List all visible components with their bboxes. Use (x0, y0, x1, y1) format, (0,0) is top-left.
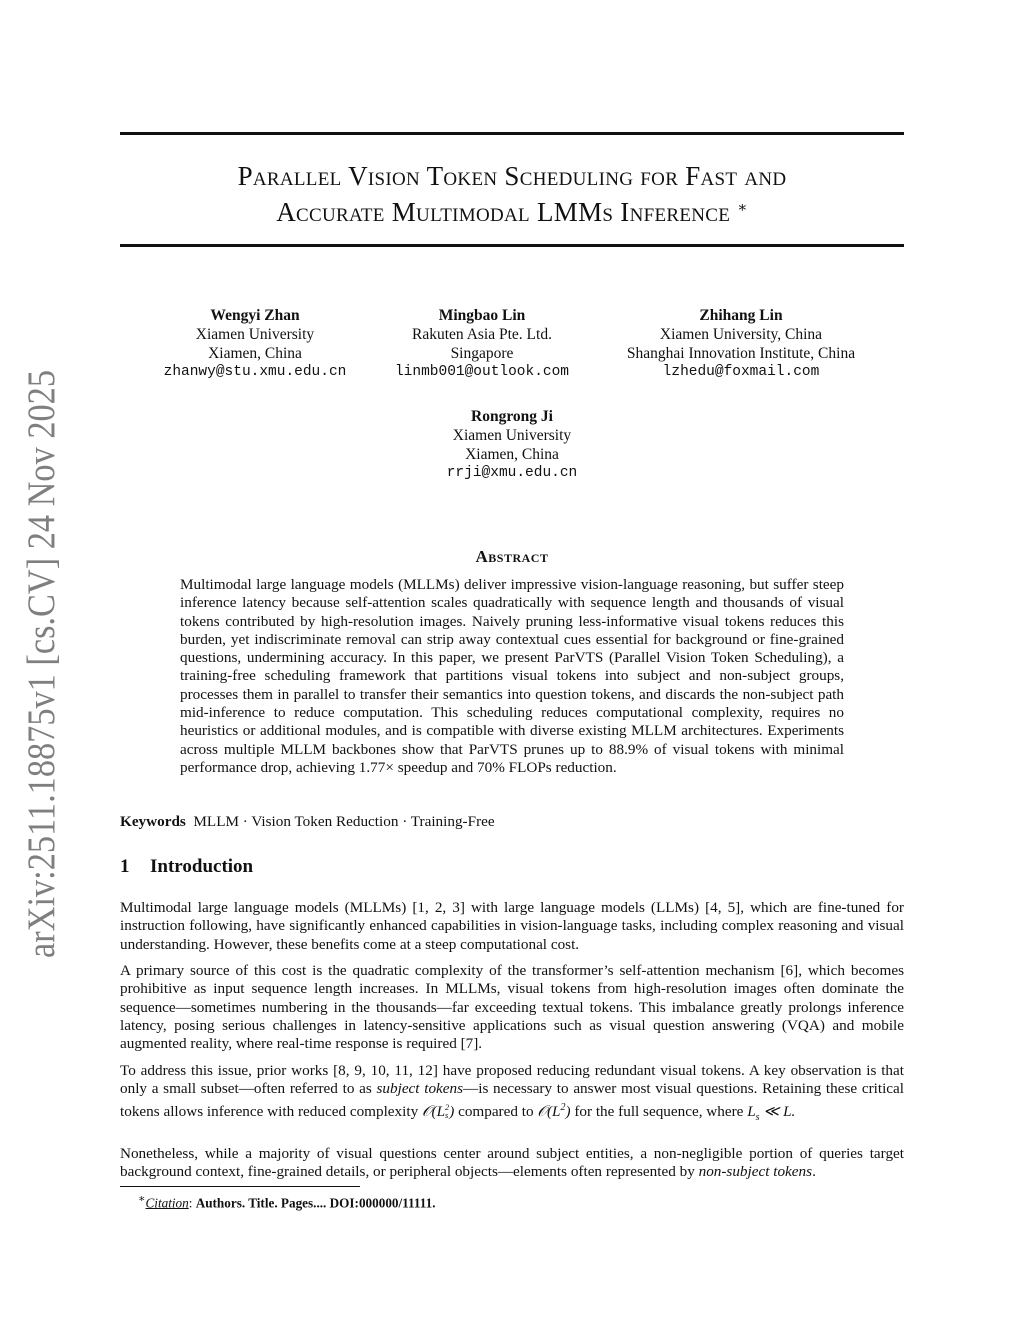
p4-text-end: . (812, 1163, 816, 1181)
author-location: Shanghai Innovation Institute, China (626, 345, 856, 362)
title-line-2-wrap (120, 194, 904, 230)
p3-text-d: for the full sequence, where (570, 1102, 748, 1120)
author-location: Singapore (450, 345, 514, 362)
author-email[interactable]: lzhedu@foxmail.com (662, 364, 820, 380)
author-email[interactable]: linmb001@outlook.com (394, 364, 570, 380)
footnote-text: Authors. Title. Pages.... DOI:000000/11111. (195, 1195, 436, 1211)
author-affiliation: Xiamen University (195, 326, 315, 343)
section-number: 1 (120, 856, 130, 877)
paragraph-4 (120, 1145, 904, 1182)
title-line-1: Parallel Vision Token Scheduling for Fast and (237, 161, 787, 191)
author-block-3 (611, 306, 871, 382)
footnote-sep: : (188, 1195, 196, 1211)
author-affiliation: Rakuten Asia Pte. Ltd. (412, 326, 552, 343)
author-name: Zhihang Lin (699, 307, 783, 324)
footnote-label[interactable]: Citation (145, 1195, 189, 1211)
p4-emphasis: non-subject tokens (698, 1163, 813, 1181)
keywords-label: Keywords (120, 813, 186, 830)
paragraph-1: Multimodal large language models (MLLMs) [1, 2, 3] with large language models (LLMs) [4, 5], which are fine-tuned for instruction following, have significantly enhanced capabilities in vision-language tasks, including complex reasoning and visual understanding. However, these benefits come at a steep computational cost. (120, 899, 904, 953)
arxiv-stamp-text: arXiv:2511.18875v1 [cs.CV] 24 Nov 2025 (20, 290, 63, 958)
author-affiliation: Xiamen University (452, 427, 572, 444)
footnote (138, 1192, 436, 1211)
author-name: Wengyi Zhan (210, 307, 300, 324)
author-block-1 (150, 306, 360, 382)
title-bottom-rule (120, 244, 904, 247)
p3-math-2: $𝒪(L^2)$ (537, 1101, 571, 1120)
p3-text-b: —is necessary to answer most visual questions. Retaining these critical tokens allows inference with reduced complexity (120, 1080, 904, 1120)
author-location: Xiamen, China (208, 345, 302, 362)
author-location: Xiamen, China (465, 446, 559, 463)
p3-emphasis: subject tokens (376, 1080, 464, 1098)
p3-math-1: 𝒪(L 2 s ) (421, 1102, 455, 1121)
paragraph-3 (120, 1062, 904, 1127)
section-heading (120, 856, 253, 878)
keywords-line (120, 813, 495, 831)
p3-math-3: $L_s$ ≪ L. (747, 1102, 796, 1123)
title-top-rule (120, 132, 904, 135)
paper-title (120, 158, 904, 230)
footnote-rule (120, 1186, 360, 1187)
author-block-4 (407, 407, 617, 483)
abstract-heading: Abstract (475, 547, 549, 566)
author-email[interactable]: zhanwy@stu.xmu.edu.cn (163, 364, 347, 380)
keywords-text: MLLM · Vision Token Reduction · Training-Free (193, 813, 495, 830)
author-block-2 (377, 306, 587, 382)
author-name: Mingbao Lin (438, 307, 526, 324)
author-affiliation: Xiamen University, China (659, 326, 823, 343)
section-title: Introduction (150, 856, 254, 877)
title-footnote-mark: ∗ (737, 200, 748, 216)
arxiv-side-stamp (16, 290, 66, 958)
p3-text-a: To address this issue, prior works [8, 9, 10, 11, 12] have proposed reducing redundant visual tokens. A key observation is that only a small subset—often referred to as (120, 1062, 904, 1098)
author-name: Rongrong Ji (471, 408, 553, 425)
author-email[interactable]: rrji@xmu.edu.cn (446, 465, 578, 481)
abstract-body: Multimodal large language models (MLLMs) deliver impressive vision-language reasoning, but suffer steep inference latency because self-attention scales quadratically with sequence length and thousands of visual tokens contributed by high-resolution images. Naively pruning less-informative visual tokens reduces this burden, yet indiscriminate removal can strip away contextual cues essential for background or fine-grained questions, undermining accuracy. In this paper, we present ParVTS (Parallel Vision Token Scheduling), a training-free scheduling framework that partitions visual tokens into subject and non-subject groups, processes them in parallel to transfer their semantics into question tokens, and discards the non-subject path mid-inference to reduce computation. This scheduling reduces computational complexity, requires no heuristics or additional modules, and is compatible with diverse existing MLLM architectures. Experiments across multiple MLLM backbones show that ParVTS prunes up to 88.9% of visual tokens with minimal performance drop, achieving 1.77× speedup and 70% FLOPs reduction. (180, 576, 844, 776)
p4-text-a: Nonetheless, while a majority of visual questions center around subject entities, a non-negligible portion of queries target background context, fine-grained details, or peripheral objects—elements often represented by (120, 1145, 904, 1181)
p3-text-c: compared to (454, 1102, 538, 1120)
footnote-mark: ∗ (138, 1193, 146, 1205)
title-line-2: Accurate Multimodal LMMs Inference (276, 197, 731, 227)
paragraph-2: A primary source of this cost is the quadratic complexity of the transformer’s self-attention mechanism [6], which becomes prohibitive as input sequence length increases. In MLLMs, visual tokens from high-resolution images often dominate the sequence—sometimes numbering in the thousands—far exceeding textual tokens. This imbalance greatly prolongs inference latency, posing serious challenges in latency-sensitive applications such as visual question answering (VQA) and mobile augmented reality, where real-time response is required [7]. (120, 962, 904, 1053)
